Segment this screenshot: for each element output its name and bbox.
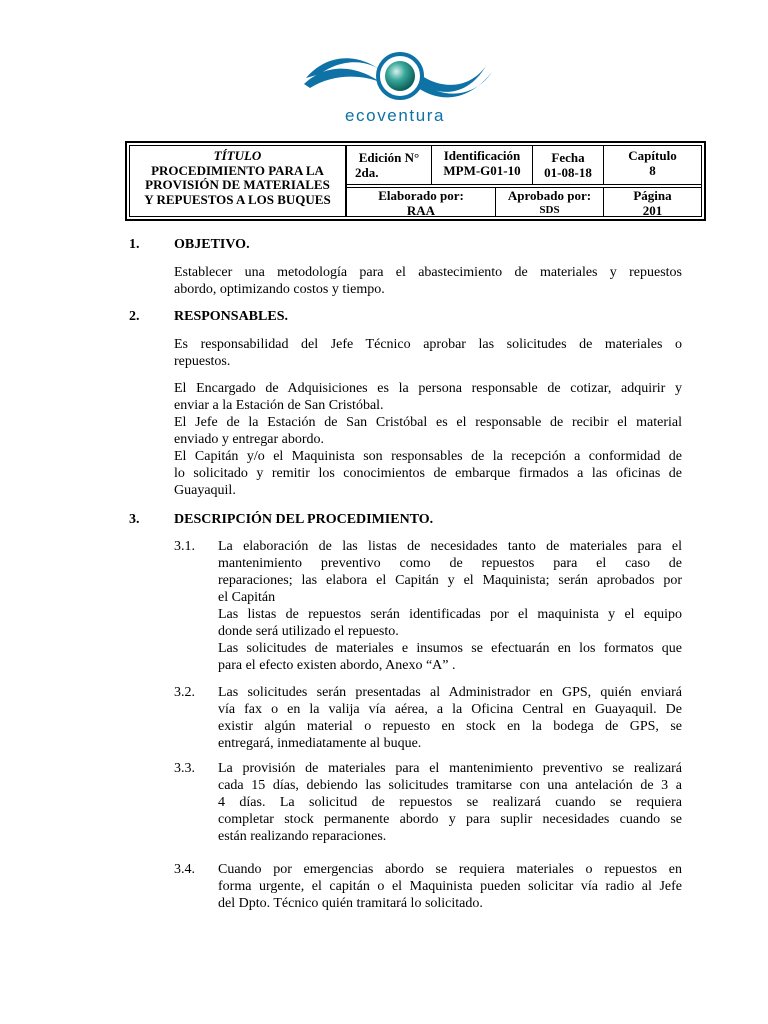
section-title-responsables: RESPONSABLES.	[174, 309, 288, 324]
text-line: Cuando por emergencias abordo se requiera materiales o repuestos en	[218, 862, 682, 877]
capitulo-cell	[604, 148, 701, 178]
item-number: 3.4.	[174, 862, 195, 877]
pagina-value: 201	[642, 203, 663, 218]
title-line: Y REPUESTOS A LOS BUQUES	[144, 191, 331, 207]
item-number: 3.1.	[174, 539, 195, 554]
edicion-cell	[347, 150, 431, 180]
capitulo-label: Capítulo	[628, 148, 677, 163]
text-line: El Jefe de la Estación de San Cristóbal es el responsable de recibir el material	[174, 415, 682, 430]
text-line: lo solicitado y remitir los conocimientos de embarque firmados a las oficinas de	[174, 466, 682, 481]
aprobado-value: SDS	[539, 204, 560, 216]
section-number: 2.	[129, 309, 140, 324]
text-line: forma urgente, el capitán o el Maquinista pueden solicitar vía radio al Jefe	[218, 879, 682, 894]
edicion-value: 2da.	[355, 165, 379, 180]
title-line: PROCEDIMIENTO PARA LA	[151, 162, 324, 178]
fecha-label: Fecha	[551, 150, 585, 165]
text-line: Las solicitudes de materiales e insumos se efectuarán en los formatos que	[218, 641, 682, 656]
edicion-label: Edición N°	[358, 150, 420, 165]
title-cell	[130, 146, 347, 216]
responsables-paragraph-2	[174, 380, 682, 499]
item-number: 3.2.	[174, 685, 195, 700]
objetivo-paragraph	[174, 264, 682, 298]
text-line: entregará, inmediatamente al buque.	[218, 736, 422, 751]
responsables-paragraph-1	[174, 336, 682, 370]
elaborado-value: RAA	[406, 203, 436, 218]
section-number: 3.	[129, 512, 140, 527]
item-3-3-text	[218, 760, 682, 845]
text-line: Guayaquil.	[174, 483, 236, 498]
document-header-table	[125, 141, 706, 221]
text-line: enviar a la Estación de San Cristóbal.	[174, 398, 384, 413]
fecha-value: 01-08-18	[544, 165, 592, 180]
title-label: TÍTULO	[213, 148, 262, 163]
text-line: completar stock permanente abordo y para suplir necesidades cuando se	[218, 812, 682, 827]
section-title-objetivo: OBJETIVO.	[174, 237, 250, 252]
pagina-label: Página	[633, 188, 672, 203]
text-line: donde será utilizado el repuesto.	[218, 624, 399, 639]
text-line: existir algún material o repuesto en stock en la bodega de GPS, se	[218, 719, 682, 734]
text-line: La elaboración de las listas de necesidades tanto de materiales para el	[218, 539, 682, 554]
fecha-cell	[533, 150, 603, 180]
logo-wordmark: ecoventura	[345, 106, 446, 125]
section-title-descripcion: DESCRIPCIÓN DEL PROCEDIMIENTO.	[174, 512, 434, 527]
text-line: abordo, optimizando costos y tiempo.	[174, 282, 385, 297]
text-line: El Encargado de Adquisiciones es la persona responsable de cotizar, adquirir y	[174, 381, 682, 396]
text-line: reparaciones; las elabora el Capitán y el Maquinista; serán aprobados por	[218, 573, 682, 588]
ecoventura-logo	[300, 48, 500, 130]
text-line: enviado y entregar abordo.	[174, 432, 325, 447]
text-line: Establecer una metodología para el abastecimiento de materiales y repuestos	[174, 265, 682, 280]
aprobado-label: Aprobado por:	[507, 188, 592, 203]
capitulo-value: 8	[649, 163, 656, 178]
logo-wave-icon	[300, 48, 500, 108]
text-line: 4 días. La solicitud de repuestos se realizará cuando se requiera	[218, 795, 682, 810]
text-line: Es responsabilidad del Jefe Técnico aprobar las solicitudes de materiales o	[174, 337, 682, 352]
text-line: mantenimiento preventivo como de repuestos para el caso de	[218, 556, 682, 571]
text-line: Las listas de repuestos serán identificadas por el maquinista y el equipo	[218, 607, 682, 622]
identificacion-cell	[432, 148, 532, 178]
item-3-4-text	[218, 861, 682, 912]
text-line: están realizando reparaciones.	[218, 829, 387, 844]
elaborado-cell	[347, 188, 495, 218]
section-number: 1.	[129, 237, 140, 252]
text-line: del Dpto. Técnico quién tramitará lo solicitado.	[218, 896, 483, 911]
elaborado-label: Elaborado por:	[378, 188, 464, 203]
item-number: 3.3.	[174, 761, 195, 776]
text-line: vía fax o en la valija vía aérea, a la Oficina Central en Guayaquil. De	[218, 702, 682, 717]
title-line: PROVISIÓN DE MATERIALES	[145, 177, 330, 192]
text-line: cada 15 días, debiendo las solicitudes tramitarse con una antelación de 3 a	[218, 778, 682, 793]
item-3-2-text	[218, 684, 682, 752]
identificacion-value: MPM-G01-10	[443, 163, 521, 178]
text-line: para el efecto existen abordo, Anexo “A” .	[218, 658, 456, 673]
text-line: el Capitán	[218, 590, 276, 605]
text-line: Las solicitudes serán presentadas al Administrador en GPS, quién enviará	[218, 685, 682, 700]
item-3-1-text	[218, 538, 682, 674]
text-line: La provisión de materiales para el mantenimiento preventivo se realizará	[218, 761, 682, 776]
pagina-cell	[604, 188, 701, 218]
text-line: El Capitán y/o el Maquinista son responsables de la recepción a conformidad de	[174, 449, 682, 464]
aprobado-cell	[496, 188, 603, 218]
text-line: repuestos.	[174, 354, 231, 369]
identificacion-label: Identificación	[443, 148, 521, 163]
